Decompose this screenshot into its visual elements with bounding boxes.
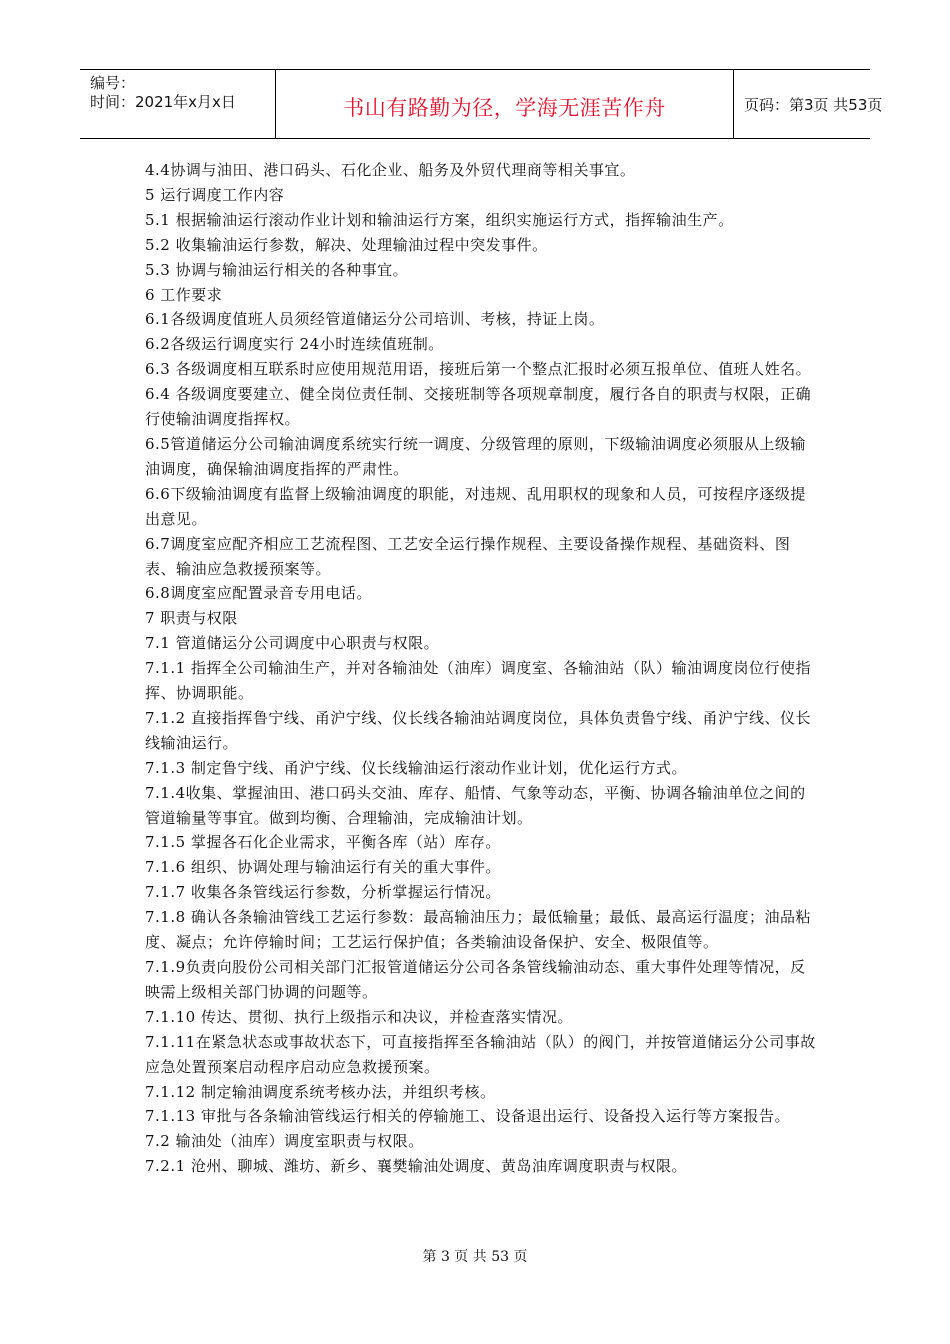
paragraph: 5.1 根据输油运行滚动作业计划和输油运行方案，组织实施运行方式，指挥输油生产。 [145, 210, 734, 229]
paragraph: 4.4协调与油田、港口码头、石化企业、船务及外贸代理商等相关事宜。 [145, 161, 636, 179]
header-motto-cell [276, 70, 734, 138]
serial-number-label: 编号： [90, 74, 136, 92]
paragraph: 6.3 各级调度相互联系时应使用规范用语，接班后第一个整点汇报时必须互报单位、值班人姓名。 [145, 360, 812, 379]
paragraph: 7.2 输油处（油库）调度室职责与权限。 [145, 1132, 424, 1151]
page-info: 页码：第3页 共53页 [744, 96, 883, 114]
paragraph: 6.1各级调度值班人员须经管道储运分公司培训、考核，持证上岗。 [145, 310, 605, 329]
paragraph: 6.2各级运行调度实行 24小时连续值班制。 [145, 335, 444, 354]
section-heading: 7 职责与权限 [145, 609, 238, 628]
paragraph: 6.4 各级调度要建立、健全岗位责任制、交接班制等各项规章制度，履行各自的职责与权限，正确行使输油调度指挥权。 [145, 385, 812, 429]
paragraph: 7.1.13 审批与各条输油管线运行相关的停输施工、设备退出运行、设备投入运行等方案报告。 [145, 1107, 790, 1126]
paragraph: 6.5管道储运分公司输油调度系统实行统一调度、分级管理的原则，下级输油调度必须服从上级输油调度，确保输油调度指挥的严肃性。 [145, 434, 806, 478]
paragraph: 7.1.3 制定鲁宁线、甬沪宁线、仪长线输油运行滚动作业计划，优化运行方式。 [145, 758, 687, 777]
paragraph: 7.1.2 直接指挥鲁宁线、甬沪宁线、仪长线各输油站调度岗位，具体负责鲁宁线、甬沪宁线、仪长线输油运行。 [145, 708, 811, 752]
section-heading: 6 工作要求 [145, 285, 223, 304]
paragraph: 6.7调度室应配齐相应工艺流程图、工艺安全运行操作规程、主要设备操作规程、基础资料、图表、输油应急救援预案等。 [145, 534, 791, 578]
paragraph: 7.1.1 指挥全公司输油生产，并对各输油处（油库）调度室、各输油站（队）输油调度岗位行使指挥、协调职能。 [145, 659, 811, 703]
page-footer: 第 3 页 共 53 页 [422, 1249, 528, 1265]
paragraph: 7.1.7 收集各条管线运行参数，分析掌握运行情况。 [145, 883, 501, 902]
paragraph: 7.1.9负责向股份公司相关部门汇报管道储运分公司各条管线输油动态、重大事件处理等情况，反映需上级相关部门协调的问题等。 [145, 958, 806, 1001]
paragraph: 6.6下级输油调度有监督上级输油调度的职能，对违规、乱用职权的现象和人员，可按程序逐级提出意见。 [145, 484, 806, 528]
paragraph: 7.1.8 确认各条输油管线工艺运行参数：最高输油压力；最低输量；最低、最高运行温度；油品粘度、凝点；允许停输时间；工艺运行保护值；各类输油设备保护、安全、极限值等。 [145, 908, 811, 952]
paragraph: 7.2.1 沧州、聊城、潍坊、新乡、襄樊输油处调度、黄岛油库调度职责与权限。 [145, 1157, 687, 1176]
paragraph: 7.1.10 传达、贯彻、执行上级指示和决议，并检查落实情况。 [145, 1007, 573, 1026]
section-heading: 5 运行调度工作内容 [145, 185, 285, 204]
paragraph: 7.1.5 掌握各石化企业需求，平衡各库（站）库存。 [145, 833, 501, 852]
paragraph: 7.1.12 制定输油调度系统考核办法，并组织考核。 [145, 1082, 496, 1101]
paragraph: 5.3 协调与输油运行相关的各种事宜。 [145, 260, 409, 279]
paragraph: 7.1.4收集、掌握油田、港口码头交油、库存、船情、气象等动态，平衡、协调各输油单位之间的管道输量等事宜。做到均衡、合理输油，完成输油计划。 [145, 783, 806, 827]
paragraph: 6.8调度室应配置录音专用电话。 [145, 584, 372, 603]
paragraph: 7.1.11在紧急状态或事故状态下，可直接指挥至各输油站（队）的阀门，并按管道储运分公司事故应急处置预案启动程序启动应急救援预案。 [145, 1032, 816, 1076]
header-meta-cell [80, 70, 276, 138]
header-page-cell [734, 70, 883, 138]
document-body [145, 158, 820, 1179]
date-line: 时间：2021年x月x日 [90, 93, 236, 111]
motto-text: 书山有路勤为径，学海无涯苦作舟 [343, 96, 666, 120]
paragraph: 7.1 管道储运分公司调度中心职责与权限。 [145, 634, 440, 653]
page-header [80, 69, 883, 139]
paragraph: 7.1.6 组织、协调处理与输油运行有关的重大事件。 [145, 858, 501, 877]
paragraph: 5.2 收集输油运行参数，解决、处理输油过程中突发事件。 [145, 235, 548, 254]
